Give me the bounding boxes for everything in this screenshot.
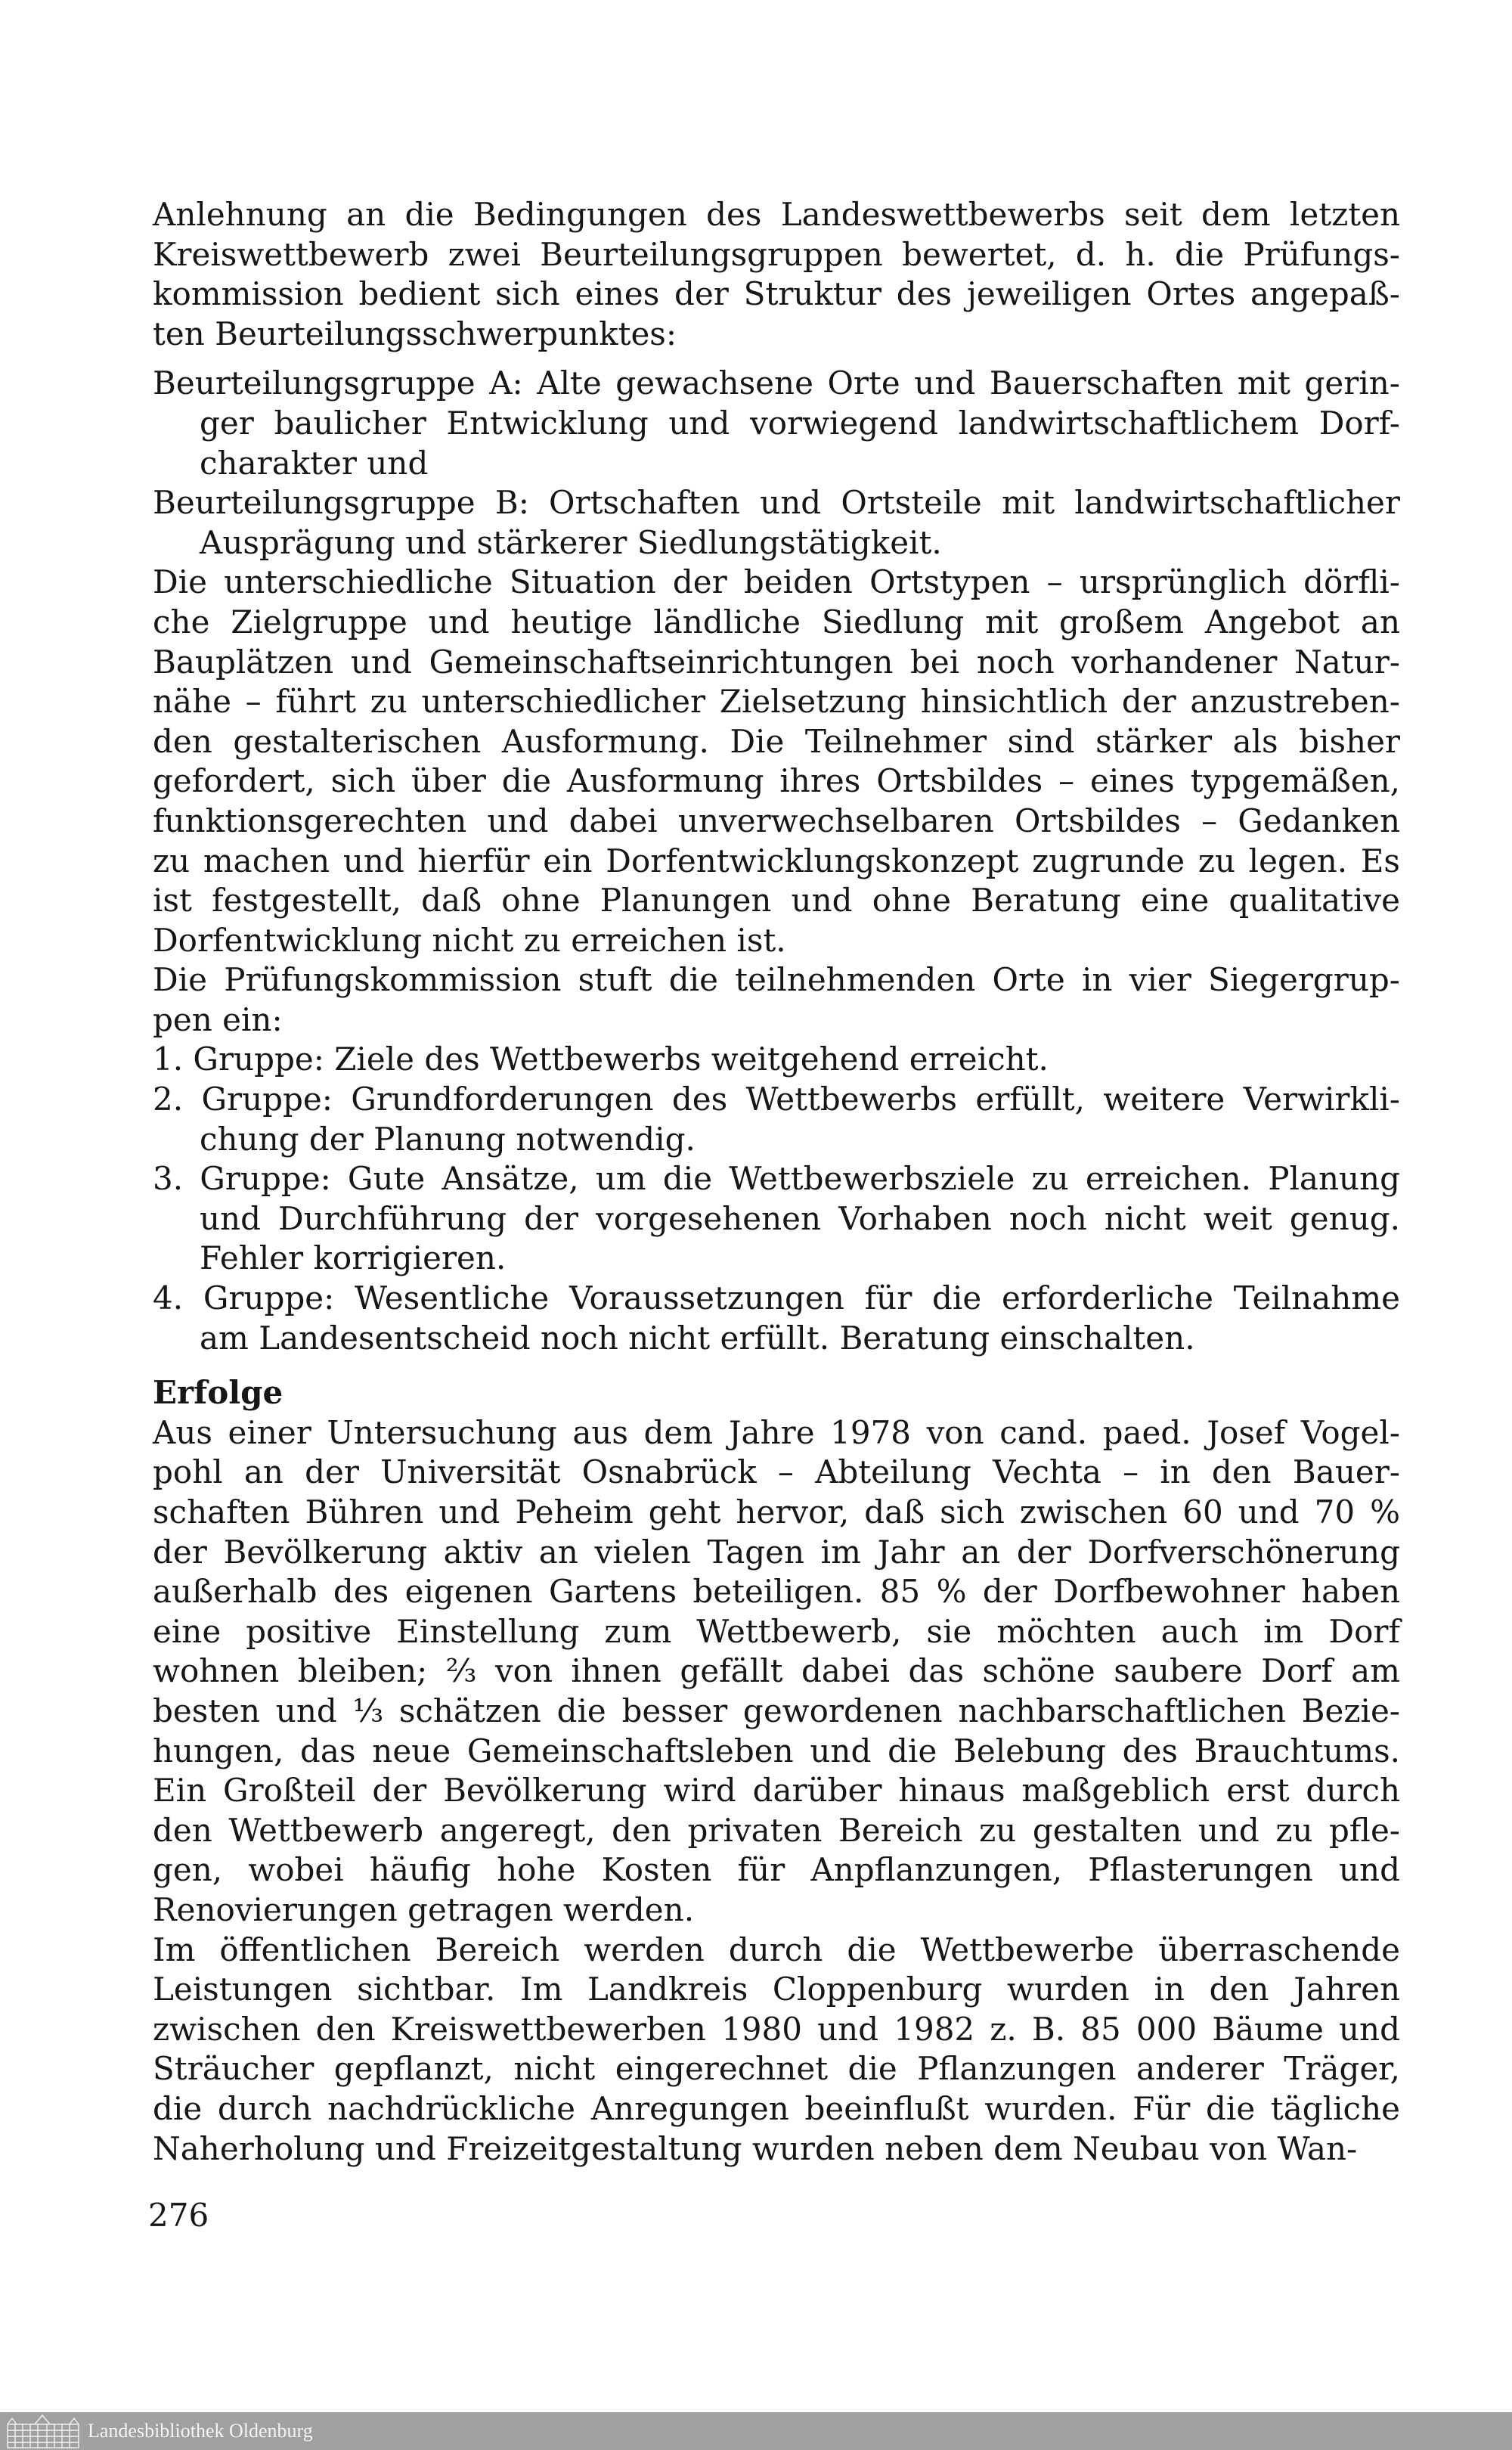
text-line: hungen, das neue Gemeinschaftsleben und die Belebung des Brauchtums. <box>153 1732 1400 1769</box>
text-line: Aus einer Untersuchung aus dem Jahre 1978 von cand. paed. Josef Vogel- <box>153 1413 1400 1451</box>
page-number: 276 <box>148 2197 209 2234</box>
paragraph <box>153 195 1400 354</box>
text-line: pen ein: <box>153 1000 283 1038</box>
text-line: Leistungen sichtbar. Im Landkreis Cloppenburg wurden in den Jahren <box>153 1971 1400 2008</box>
text-line: Fehler korrigieren. <box>200 1239 507 1277</box>
library-name: Landesbibliothek Oldenburg <box>88 2420 313 2442</box>
text-line: den gestalterischen Ausformung. Die Teilnehmer sind stärker als bisher <box>153 722 1400 760</box>
text-line: ist festgestellt, daß ohne Planungen und ohne Beratung eine qualitative <box>153 882 1400 920</box>
hanging-paragraph <box>153 1040 1400 1080</box>
text-line: 4. Gruppe: Wesentliche Voraussetzungen für die erforderliche Teilnahme <box>153 1279 1400 1317</box>
footer-bar <box>0 2412 1512 2450</box>
text-line: Die unterschiedliche Situation der beiden Ortstypen – ursprünglich dörfli- <box>153 563 1400 601</box>
section-heading <box>153 1373 1400 1413</box>
text-line: und Durchführung der vorgesehenen Vorhaben noch nicht weit genug. <box>200 1199 1400 1237</box>
library-building-logo <box>5 2414 82 2448</box>
text-line: der Bevölkerung aktiv an vielen Tagen im Jahr an der Dorfverschönerung <box>153 1533 1400 1571</box>
hanging-paragraph <box>153 1080 1400 1159</box>
paragraph <box>153 1931 1400 2169</box>
text-line: pohl an der Universität Osnabrück – Abteilung Vechta – in den Bauer- <box>153 1453 1400 1491</box>
paragraph <box>153 960 1400 1040</box>
text-line: 3. Gruppe: Gute Ansätze, um die Wettbewerbsziele zu erreichen. Planung <box>153 1160 1400 1198</box>
text-line: Bauplätzen und Gemeinschaftseinrichtungen bei noch vorhandener Natur- <box>153 643 1400 681</box>
text-line: gen, wobei häufig hohe Kosten für Anpflanzungen, Pflasterungen und <box>153 1851 1400 1889</box>
text-line: Ausprägung und stärkerer Siedlungstätigkeit. <box>200 523 942 561</box>
text-line: Renovierungen getragen werden. <box>153 1890 695 1928</box>
text-line: 1. Gruppe: Ziele des Wettbewerbs weitgehend erreicht. <box>153 1040 1049 1078</box>
text-line: nähe – führt zu unterschiedlicher Zielsetzung hinsichtlich der anzustreben- <box>153 683 1400 721</box>
text-line: 2. Gruppe: Grundforderungen des Wettbewerbs erfüllt, weitere Verwirkli- <box>153 1081 1400 1118</box>
text-line: funktionsgerechten und dabei unverwechselbaren Ortsbildes – Gedanken <box>153 802 1400 839</box>
text-line: Beurteilungsgruppe A: Alte gewachsene Orte und Bauerschaften mit gerin- <box>153 364 1400 402</box>
text-line: Naherholung und Freizeitgestaltung wurden neben dem Neubau von Wan- <box>153 2129 1358 2167</box>
text-line: zu machen und hierfür ein Dorfentwicklungskonzept zugrunde zu legen. Es <box>153 842 1400 879</box>
text-line: die durch nachdrückliche Anregungen beeinflußt wurden. Für die tägliche <box>153 2089 1400 2127</box>
text-line: zwischen den Kreiswettbewerben 1980 und 1982 z. B. 85 000 Bäume und <box>153 2010 1400 2048</box>
text-line: gefordert, sich über die Ausformung ihres Ortsbildes – eines typgemäßen, <box>153 762 1400 800</box>
text-line: Anlehnung an die Bedingungen des Landeswettbewerbs seit dem letzten <box>153 196 1400 233</box>
text-line: eine positive Einstellung zum Wettbewerb, sie möchten auch im Dorf <box>153 1612 1400 1650</box>
text-line: charakter und <box>200 444 429 482</box>
text-line: kommission bedient sich eines der Struktur des jeweiligen Ortes angepaß- <box>153 275 1400 313</box>
text-line: Dorfentwicklung nicht zu erreichen ist. <box>153 921 786 959</box>
text-line: schaften Bühren und Peheim geht hervor, daß sich zwischen 60 und 70 % <box>153 1493 1400 1530</box>
text-line: wohnen bleiben; ⅔ von ihnen gefällt dabei das schöne saubere Dorf am <box>153 1652 1400 1690</box>
text-line: ten Beurteilungsschwerpunktes: <box>153 315 677 352</box>
text-line: besten und ⅓ schätzen die besser gewordenen nachbarschaftlichen Bezie- <box>153 1692 1400 1729</box>
paragraph <box>153 563 1400 960</box>
text-line: außerhalb des eigenen Gartens beteiligen. 85 % der Dorfbewohner haben <box>153 1573 1400 1611</box>
hanging-paragraph <box>153 364 1400 483</box>
text-line: Erfolge <box>153 1374 284 1412</box>
text-line: Kreiswettbewerb zwei Beurteilungsgruppen bewertet, d. h. die Prüfungs- <box>153 235 1400 273</box>
text-line: Im öffentlichen Bereich werden durch die Wettbewerbe überraschende <box>153 1931 1400 1968</box>
hanging-paragraph <box>153 1279 1400 1358</box>
text-line: ger baulicher Entwicklung und vorwiegend landwirtschaftlichem Dorf- <box>200 404 1400 442</box>
paragraph <box>153 1413 1400 1931</box>
text-line: che Zielgruppe und heutige ländliche Siedlung mit großem Angebot an <box>153 603 1400 640</box>
hanging-paragraph <box>153 1159 1400 1279</box>
hanging-paragraph <box>153 483 1400 563</box>
text-line: Ein Großteil der Bevölkerung wird darüber hinaus maßgeblich erst durch <box>153 1772 1400 1810</box>
text-line: Die Prüfungskommission stuft die teilnehmenden Orte in vier Siegergrup- <box>153 961 1400 999</box>
text-line: Sträucher gepflanzt, nicht eingerechnet die Pflanzungen anderer Träger, <box>153 2050 1400 2088</box>
text-line: Beurteilungsgruppe B: Ortschaften und Ortsteile mit landwirtschaftlicher <box>153 484 1400 522</box>
text-line: am Landesentscheid noch nicht erfüllt. Beratung einschalten. <box>200 1319 1195 1357</box>
text-line: den Wettbewerb angeregt, den privaten Bereich zu gestalten und zu pfle- <box>153 1811 1400 1849</box>
text-line: chung der Planung notwendig. <box>200 1120 696 1158</box>
body-text <box>153 195 1400 2169</box>
